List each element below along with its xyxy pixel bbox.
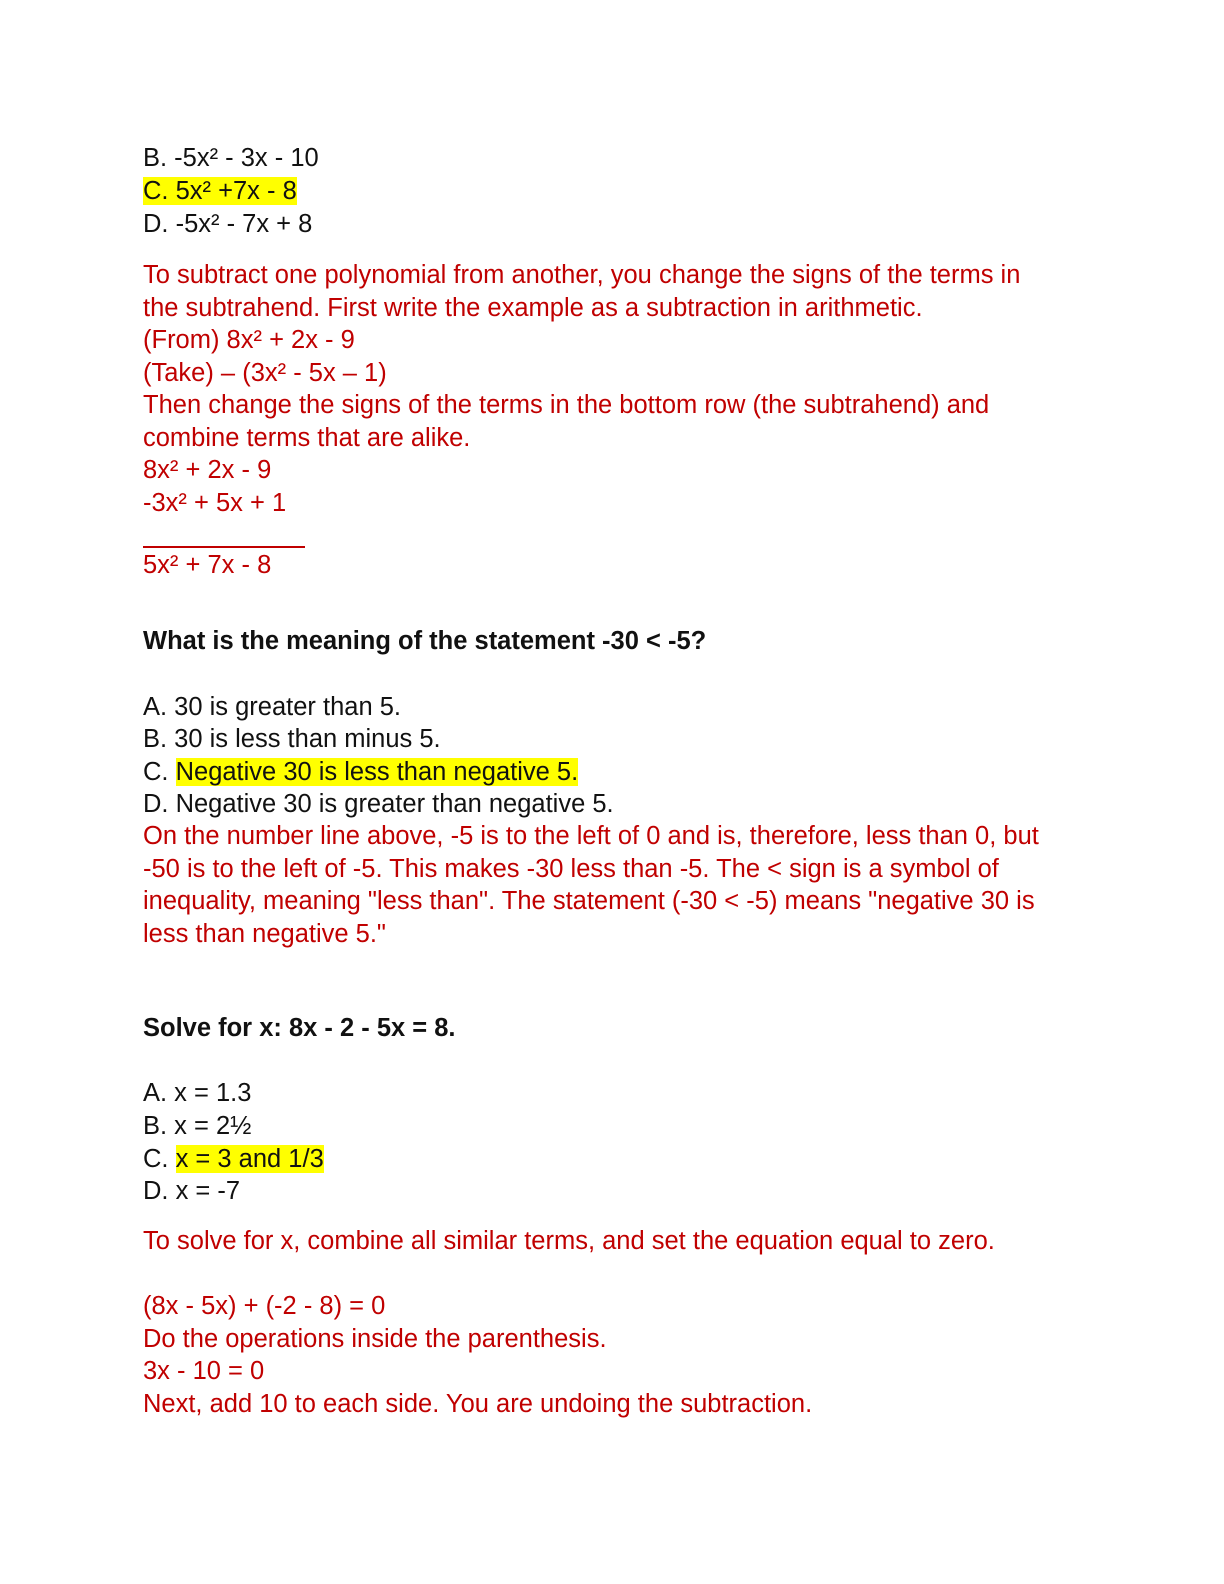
option-d: D. Negative 30 is greater than negative 5. bbox=[143, 790, 614, 818]
explanation-line: Do the operations inside the parenthesis. bbox=[143, 1325, 607, 1353]
explanation-line: (From) 8x² + 2x - 9 bbox=[143, 326, 355, 354]
explanation-line: less than negative 5." bbox=[143, 920, 386, 948]
question-heading: What is the meaning of the statement -30 < -5? bbox=[143, 627, 707, 655]
explanation-line: (Take) – (3x² - 5x – 1) bbox=[143, 359, 387, 387]
explanation-line: To solve for x, combine all similar terms, and set the equation equal to zero. bbox=[143, 1227, 995, 1255]
option-d: D. -5x² - 7x + 8 bbox=[143, 210, 313, 238]
explanation-line: On the number line above, -5 is to the left of 0 and is, therefore, less than 0, but bbox=[143, 822, 1039, 850]
option-prefix: C. bbox=[143, 758, 176, 786]
explanation-line: the subtrahend. First write the example as a subtraction in arithmetic. bbox=[143, 294, 923, 322]
option-b: B. 30 is less than minus 5. bbox=[143, 725, 441, 753]
option-d: D. x = -7 bbox=[143, 1177, 241, 1205]
option-c-answer bbox=[143, 1143, 324, 1175]
option-a: A. x = 1.3 bbox=[143, 1079, 252, 1107]
option-a: A. 30 is greater than 5. bbox=[143, 693, 401, 721]
explanation-line: inequality, meaning "less than". The statement (-30 < -5) means "negative 30 is bbox=[143, 887, 1035, 915]
answer-highlight: Negative 30 is less than negative 5. bbox=[175, 758, 579, 786]
option-b: B. -5x² - 3x - 10 bbox=[143, 144, 319, 172]
explanation-line: (8x - 5x) + (-2 - 8) = 0 bbox=[143, 1292, 386, 1320]
explanation-line: combine terms that are alike. bbox=[143, 424, 471, 452]
explanation-line: 8x² + 2x - 9 bbox=[143, 456, 272, 484]
option-c-answer bbox=[143, 756, 578, 788]
question-heading: Solve for x: 8x - 2 - 5x = 8. bbox=[143, 1014, 456, 1042]
explanation-line: To subtract one polynomial from another, you change the signs of the terms in bbox=[143, 261, 1021, 289]
answer-highlight: C. 5x² +7x - 8 bbox=[143, 177, 297, 205]
option-prefix: C. bbox=[143, 1145, 176, 1173]
subtraction-result: 5x² + 7x - 8 bbox=[143, 551, 272, 579]
explanation-line: Next, add 10 to each side. You are undoing the subtraction. bbox=[143, 1390, 813, 1418]
sum-divider-line bbox=[143, 546, 305, 548]
explanation-line: -50 is to the left of -5. This makes -30 less than -5. The < sign is a symbol of bbox=[143, 855, 999, 883]
explanation-line: 3x - 10 = 0 bbox=[143, 1357, 265, 1385]
explanation-line: -3x² + 5x + 1 bbox=[143, 489, 287, 517]
option-b: B. x = 2½ bbox=[143, 1112, 252, 1140]
explanation-line: Then change the signs of the terms in the bottom row (the subtrahend) and bbox=[143, 391, 990, 419]
option-c-answer bbox=[143, 175, 297, 207]
answer-highlight: x = 3 and 1/3 bbox=[175, 1145, 324, 1173]
